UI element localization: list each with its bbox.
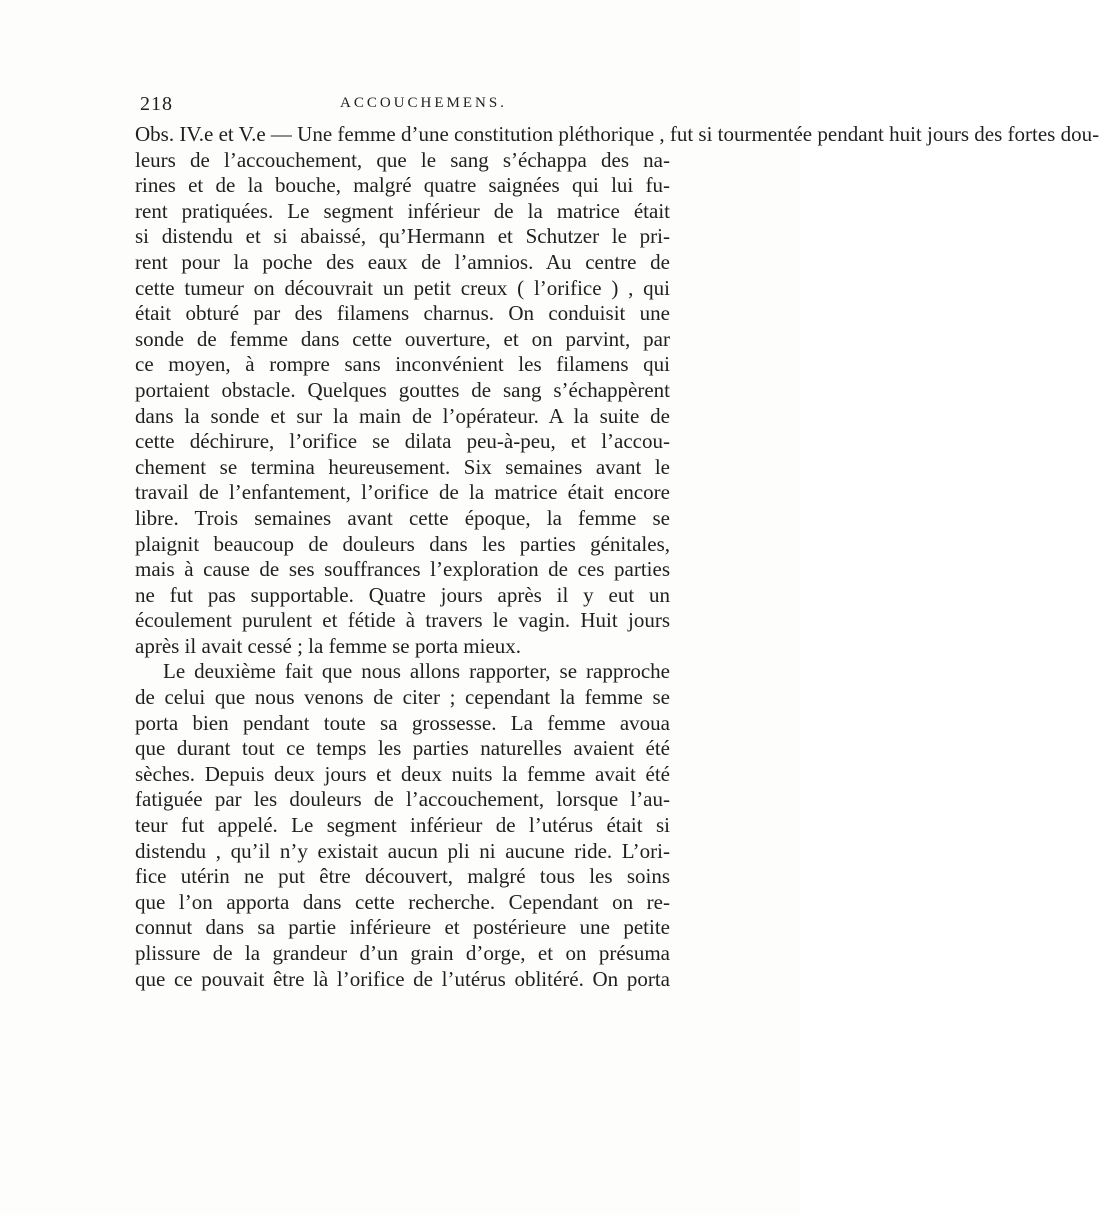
text-line: libre. Trois semaines avant cette époque, la femme se xyxy=(135,505,670,530)
text-line: ne fut pas supportable. Quatre jours après il y eut un xyxy=(135,582,670,607)
text-line: portaient obstacle. Quelques gouttes de sang s’échappèrent xyxy=(135,377,670,402)
text-line: cette tumeur on découvrait un petit creux ( l’orifice ) , qui xyxy=(135,275,670,300)
text-line: dans la sonde et sur la main de l’opérateur. A la suite de xyxy=(135,403,670,428)
text-line: mais à cause de ses souffrances l’exploration de ces parties xyxy=(135,557,670,582)
text-line: teur fut appelé. Le segment inférieur de l’utérus était si xyxy=(135,813,670,838)
text-line: travail de l’enfantement, l’orifice de la matrice était encore xyxy=(135,480,670,505)
text-line: ce moyen, à rompre sans inconvénient les filamens qui xyxy=(135,352,670,377)
text-line: rines et de la bouche, malgré quatre saignées qui lui fu- xyxy=(135,173,670,198)
text-line: leurs de l’accouchement, que le sang s’échappa des na- xyxy=(135,147,670,172)
text-line: Obs. IV.e et V.e — Une femme d’une constitution pléthorique , fut si tourmentée pendant huit jours des fortes dou- xyxy=(135,122,1099,146)
text-line: distendu , qu’il n’y existait aucun pli ni aucune ride. L’ori- xyxy=(135,838,670,863)
text-line: Le deuxième fait que nous allons rapporter, se rapproche xyxy=(163,659,670,684)
page-number: 218 xyxy=(140,93,173,115)
text-line: que ce pouvait être là l’orifice de l’utérus oblitéré. On porta xyxy=(135,966,670,991)
text-line: porta bien pendant toute sa grossesse. La femme avoua xyxy=(135,710,670,735)
running-title: ACCOUCHEMENS. xyxy=(340,95,507,111)
text-line: plaignit beaucoup de douleurs dans les parties génitales, xyxy=(135,531,670,556)
text-line: fatiguée par les douleurs de l’accouchement, lorsque l’au- xyxy=(135,787,670,812)
text-line: de celui que nous venons de citer ; cependant la femme se xyxy=(135,685,670,710)
text-line: cette déchirure, l’orifice se dilata peu-à-peu, et l’accou- xyxy=(135,429,670,454)
text-line: chement se termina heureusement. Six semaines avant le xyxy=(135,454,670,479)
text-line: fice utérin ne put être découvert, malgré tous les soins xyxy=(135,864,670,889)
text-line: que l’on apporta dans cette recherche. Cependant on re- xyxy=(135,889,670,914)
text-line: sèches. Depuis deux jours et deux nuits la femme avait été xyxy=(135,761,670,786)
text-line: plissure de la grandeur d’un grain d’orge, et on présuma xyxy=(135,941,670,965)
text-line: après il avait cessé ; la femme se porta mieux. xyxy=(135,633,522,658)
text-line: connut dans sa partie inférieure et postérieure une petite xyxy=(135,915,670,940)
text-line: rent pour la poche des eaux de l’amnios. Au centre de xyxy=(135,249,670,274)
text-line: était obturé par des filamens charnus. On conduisit une xyxy=(135,301,670,326)
text-line: rent pratiquées. Le segment inférieur de la matrice était xyxy=(135,198,670,223)
text-line: que durant tout ce temps les parties naturelles avaient été xyxy=(135,736,670,761)
text-line: si distendu et si abaissé, qu’Hermann et Schutzer le pri- xyxy=(135,224,670,249)
body-text xyxy=(135,122,1099,992)
text-line: écoulement purulent et fétide à travers le vagin. Huit jours xyxy=(135,608,670,633)
text-line: sonde de femme dans cette ouverture, et on parvint, par xyxy=(135,326,670,351)
running-head xyxy=(140,93,670,117)
